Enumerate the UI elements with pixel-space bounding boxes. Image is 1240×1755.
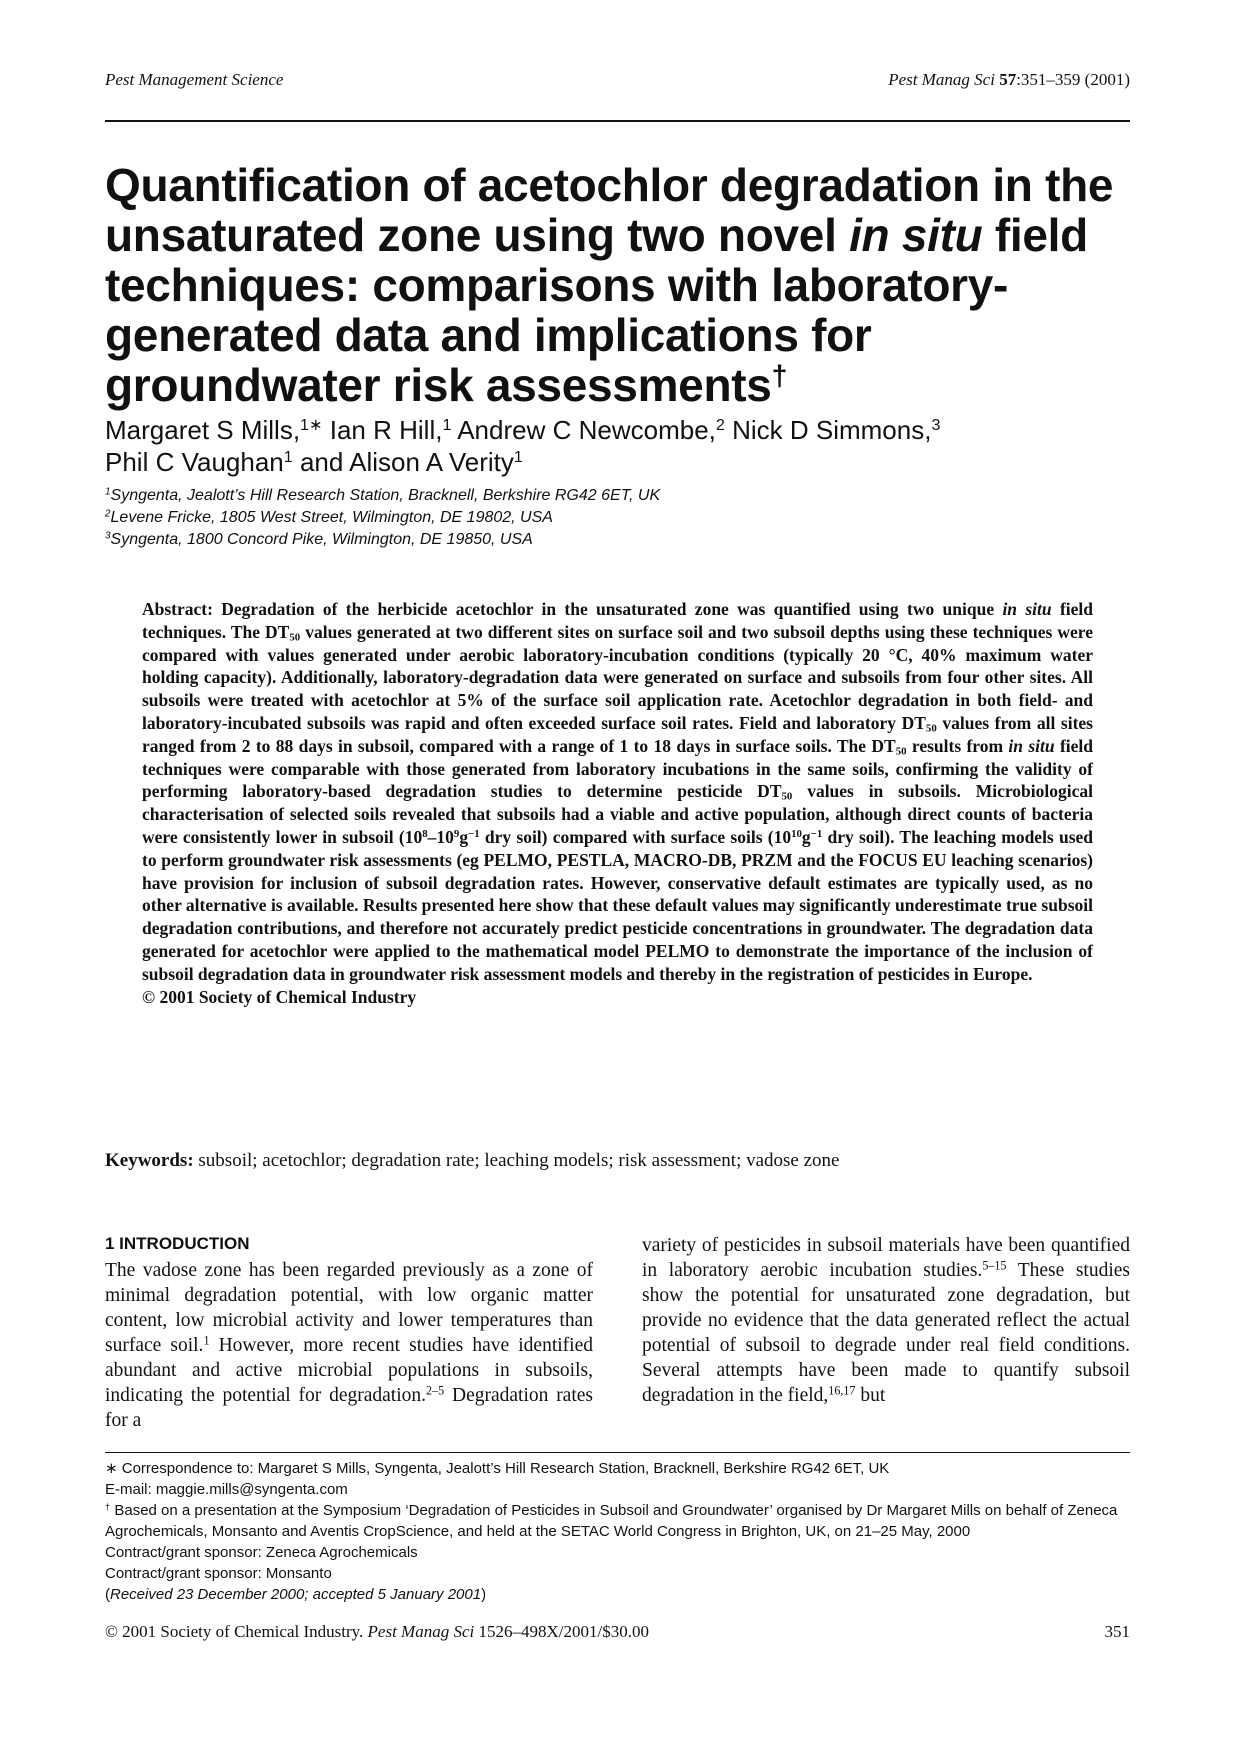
superscript: 10: [791, 828, 802, 841]
abstract-text: values in subsoils. Microbiological characterisation of selected soils revealed that subsoils had a viable and active population, although direct counts of bacteria were consistently lower in subsoil (10: [142, 781, 1094, 847]
citation-ref: 1: [203, 1333, 210, 1348]
affiliation-text: Syngenta, 1800 Concord Pike, Wilmington, DE 19850, USA: [110, 531, 533, 548]
body-column-right: [642, 1233, 1130, 1408]
affiliation-text: Syngenta, Jealott’s Hill Research Station, Bracknell, Berkshire RG42 6ET, UK: [110, 487, 661, 504]
superscript: −1: [468, 828, 480, 841]
author-affil-mark: 1: [513, 448, 523, 467]
affiliation-mark: 3: [105, 530, 111, 542]
body-text: Degradation rates for a: [105, 1385, 594, 1431]
footnote-text: Based on a presentation at the Symposium ‘Degradation of Pesticides in Subsoil and Groundwater’ organised by Dr Margaret Mills on behalf of Zeneca Agrochemicals, Monsanto and Aventis CropScience, and held at the SETAC World Congress in Brighton, UK, on 21–25 May, 2000: [105, 1502, 1118, 1540]
abstract-text: values generated at two different sites on surface soil and two subsoil depths using these techniques were compared with values generated under aerobic laboratory-incubation conditions (typically 20 °C, 40% maximum water holding capacity). Additionally, laboratory-degradation data were generated on surface and subsoils from four other sites. All subsoils were treated with acetochlor at 5% of the surface soil application rate. Acetochlor degradation in both field- and laboratory-incubated subsoils was rapid and often exceeded surface soil rates. Field and laboratory DT: [142, 621, 1094, 733]
citation-ref: 2–5: [426, 1383, 445, 1398]
body-text: variety of pesticides in subsoil materials have been quantified in laboratory aerobic incubation studies.: [642, 1235, 1130, 1281]
abstract-italic: in situ: [1008, 735, 1055, 756]
footnote-mark: ∗: [105, 1460, 118, 1477]
affiliation: [105, 529, 1130, 551]
affiliation-mark: 1: [105, 486, 111, 498]
title-part-2: field techniques: comparisons with laboratory-generated data and implications for groundwater risk assessments: [105, 209, 1088, 411]
sponsor: Contract/grant sponsor: Zeneca Agrochemicals: [105, 1544, 418, 1561]
body-paragraph: [642, 1233, 1130, 1408]
author-list: [105, 414, 1130, 478]
sponsor: Contract/grant sponsor: Monsanto: [105, 1565, 332, 1582]
author: Margaret S Mills,: [105, 415, 301, 445]
abstract-text: field techniques. The DT: [142, 599, 1094, 642]
subscript-50: 50: [781, 791, 793, 804]
page-number: 351: [1104, 1622, 1130, 1641]
subscript-50: 50: [895, 745, 907, 758]
title-italic: in situ: [849, 209, 983, 261]
author-affil-mark: 1: [442, 416, 452, 435]
header-rule: [105, 120, 1130, 122]
footnote-text: Correspondence to: Margaret S Mills, Syngenta, Jealott’s Hill Research Station, Bracknell, Berkshire RG42 6ET, UK: [121, 1460, 890, 1477]
body-column-left: [105, 1233, 593, 1433]
affiliation-list: [105, 485, 1130, 551]
body-paragraph: [105, 1258, 593, 1433]
footer-text: 1526–498X/2001/$30.00: [478, 1622, 649, 1641]
citation-volume: 57: [999, 70, 1017, 89]
body-text: However, more recent studies have identified abundant and active microbial populations in subsoils, indicating the potential for degradation.: [105, 1335, 593, 1406]
footer-journal: Pest Manag Sci: [367, 1622, 475, 1641]
keywords-text: subsoil; acetochlor; degradation rate; leaching models; risk assessment; vadose zone: [198, 1150, 840, 1171]
footer-text: © 2001 Society of Chemical Industry.: [105, 1622, 364, 1641]
article-title: [105, 160, 1130, 410]
abstract-text: values from all sites ranged from 2 to 88 days in subsoil, compared with a range of 1 to 18 days in surface soils. The DT: [142, 712, 1093, 756]
received-text: Received 23 December 2000; accepted 5 January 2001: [110, 1586, 482, 1603]
abstract-text: g: [459, 826, 469, 847]
author-affil-mark: 1∗: [300, 416, 323, 435]
subscript-50: 50: [289, 631, 301, 644]
superscript: −1: [810, 828, 823, 841]
body-text: The vadose zone has been regarded previously as a zone of minimal degradation potential, with low organic matter content, low microbial activity and lower temperatures than surface soil.: [105, 1260, 593, 1356]
footnote-rule: [105, 1452, 1130, 1453]
body-text: but: [860, 1385, 886, 1406]
abstract-text: results from: [911, 735, 1004, 756]
abstract-text: Abstract: Degradation of the herbicide acetochlor in the unsaturated zone was quantified using two unique: [142, 599, 995, 619]
superscript: 9: [453, 828, 460, 841]
correspondence: [105, 1458, 1130, 1479]
superscript: 8: [422, 828, 428, 841]
affiliation-mark: 2: [105, 508, 111, 520]
body-text: These studies show the potential for unsaturated zone degradation, but provide no evidence that the data generated reflect the actual potential of subsoil to degrade under real field conditions. Several attempts have been made to quantify subsoil degradation in the field,: [642, 1260, 1130, 1406]
received-dates: (Received 23 December 2000; accepted 5 January 2001): [105, 1586, 487, 1603]
citation-ref: 16,17: [828, 1383, 856, 1398]
running-journal-name: Pest Management Science: [105, 70, 284, 89]
author: Andrew C Newcombe,: [457, 415, 716, 445]
email: E-mail: maggie.mills@syngenta.com: [105, 1481, 348, 1498]
author: Nick D Simmons,: [732, 415, 932, 445]
keywords-label: Keywords:: [105, 1150, 194, 1171]
author: Ian R Hill,: [329, 415, 443, 445]
abstract-copyright: © 2001 Society of Chemical Industry: [142, 986, 417, 1007]
keywords: [105, 1150, 1130, 1172]
subscript-50: 50: [925, 722, 937, 735]
affiliation: [105, 507, 1130, 529]
citation-journal: Pest Manag Sci: [888, 70, 995, 89]
running-citation: [825, 70, 1130, 90]
citation-ref: 5–15: [982, 1258, 1007, 1273]
abstract-text: g: [801, 826, 811, 847]
abstract-text: dry soil). The leaching models used to perform groundwater risk assessments (eg PELMO, PESTLA, MACRO-DB, PRZM and the FOCUS EU leaching scenarios) have provision for inclusion of subsoil degradation rates. However, conservative default estimates are typically used, as no other alternative is available. Results presented here show that these default values may significantly underestimate true subsoil degradation contributions, and therefore not accurately predict pesticide concentrations in groundwater. The degradation data generated for acetochlor were applied to the mathematical model PELMO to demonstrate the importance of the inclusion of subsoil degradation data in groundwater risk assessment models and thereby in the registration of pesticides in Europe.: [142, 826, 1094, 984]
abstract: [142, 598, 1093, 1008]
affiliation: [105, 485, 1130, 507]
author-affil-mark: 3: [931, 416, 941, 435]
citation-pages: :351–359 (2001): [1016, 70, 1130, 89]
section-heading: 1 INTRODUCTION: [105, 1234, 250, 1253]
footnotes: [105, 1458, 1130, 1605]
author: Phil C Vaughan: [105, 447, 284, 477]
footer-copyright: [105, 1622, 649, 1642]
affiliation-text: Levene Fricke, 1805 West Street, Wilmington, DE 19802, USA: [110, 509, 553, 526]
author-affil-mark: 2: [715, 416, 725, 435]
abstract-text: dry soil) compared with surface soils (10: [484, 826, 792, 847]
title-dagger: †: [771, 360, 788, 393]
presentation-note: [105, 1500, 1130, 1542]
footnote-mark: †: [105, 1501, 111, 1512]
title-part-1: Quantification of acetochlor degradation in the unsaturated zone using two novel: [105, 159, 1114, 261]
abstract-italic: in situ: [1002, 599, 1052, 619]
abstract-text: field techniques were comparable with those generated from laboratory incubations in the same soils, confirming the validity of performing laboratory-based degradation studies to determine pesticide DT: [142, 735, 1094, 802]
author: and Alison A Verity: [299, 447, 514, 477]
author-affil-mark: 1: [283, 448, 293, 467]
abstract-text: –10: [427, 826, 454, 847]
